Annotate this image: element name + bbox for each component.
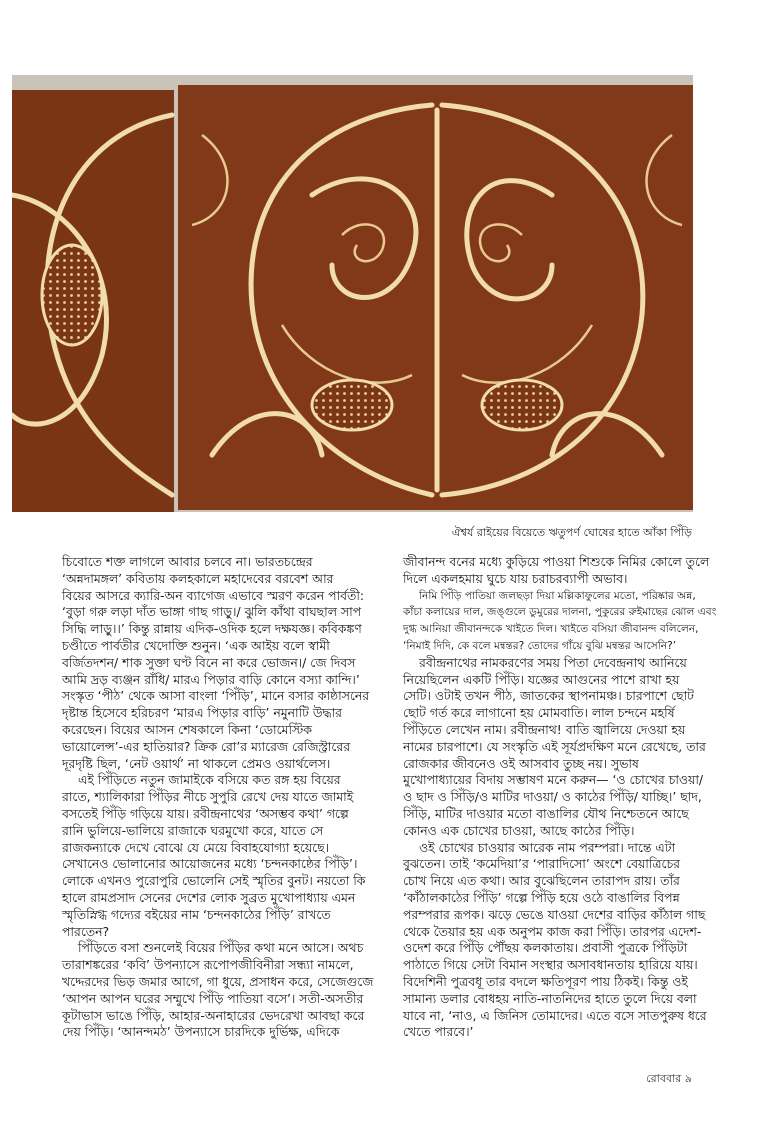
text-line: রোজকার জীবনেও ওই আসবাব তুচ্ছ নয়। সুভাষ: [403, 755, 639, 771]
text-line: ‘কাঁঠালকাঠের পিঁড়ি’ গল্পে পিঁড়ি হয়ে ওঠে বাঙালির বিপন্ন: [403, 889, 680, 905]
text-line: ‘আপন আপন ঘরের সম্মুখে পিঁড়ি পাতিয়া বসে’। সতী-অসতীর: [62, 990, 364, 1006]
quote-line: দুগ্ধ আনিয়া জীবানন্দকে খাইতে দিল। খাইতে বসিয়া জীবানন্দ বলিলেন,: [403, 623, 699, 636]
text-line: পাঠাতে গিয়ে সেটা বিমান সংস্থার অসাবধানতায় হারিয়ে যায়।: [403, 957, 698, 973]
text-line: ‘বুড়া গরু লড়া দাঁত ভাঙ্গা গাছ গাড়ু।/ ঝুলি কাঁথা বাঘছাল সাপ: [62, 604, 362, 620]
text-line: স্মৃতিস্নিগ্ধ গদ্যের বইয়ের নাম ‘চন্দনকাঠের পিঁড়ি’ রাখতে: [62, 906, 331, 922]
text-line: যাবে না, ‘নাও, এ জিনিস তোমাদের। এতে বসে সাতপুরুষ ধরে: [403, 1007, 707, 1023]
text-line: কূটাভাস ভাঙে পিঁড়ি, আহার-অনাহারের ভেদরেখা আবছা করে: [62, 1007, 365, 1023]
text-line: পরম্পরার রূপক। ঝড়ে ভেঙে যাওয়া দেশের বাড়ির কাঁঠাল গাছ: [403, 906, 706, 922]
quote-line: নিমি পিঁড়ি পাতিয়া জলছড়া দিয়া মল্লিকাফুলের মতো, পরিষ্কার অন্ন,: [419, 589, 696, 602]
text-line: রানি ভুলিয়ে-ভালিয়ে রাজাকে ঘরমুখো করে, যাতে সে: [62, 822, 324, 838]
text-line: সেখানেও ভোলানোর আয়োজনের মধ্যে ‘চন্দনকাষ্ঠের পিঁড়ি’।: [62, 856, 358, 872]
text-line: বসতেই পিঁড়ি গড়িয়ে যায়। রবীন্দ্রনাথের ‘অসম্ভব কথা’ গল্পে: [62, 805, 349, 821]
text-line: মুখোপাধ্যায়ের বিদায় সম্ভাষণ মনে করুন— ‘ও চোখের চাওয়া/: [403, 772, 704, 788]
quote-line: ‘নিমাই দিদি, কে বলে মন্বন্তর? তোদের গাঁয়ে বুঝি মন্বন্তর আসেনি?’: [403, 639, 677, 652]
text-line: রাতে, শ্যালিকারা পিঁড়ির নীচে সুপুরি রেখে দেয় যাতে জামাই: [62, 789, 354, 805]
text-line: কোনও এক চোখের চাওয়া, আছে কাঠের পিঁড়ি।: [403, 822, 635, 838]
text-line: চোখ নিয়ে এত কথা। আর বুঝেছিলেন তারাপদ রায়। তাঁর: [403, 873, 680, 889]
text-line: ভায়োলেন্স’-এর হাতিয়ার? ক্রিক রো’র ম্যারেজ রেজিস্ট্রারের: [62, 738, 351, 754]
text-line: সেটি। ওটাই তখন পীঠ, জাতকের স্থাপনামঞ্চ। চারপাশে ছোট: [403, 688, 694, 704]
text-line: পিঁড়িতে লেখেন নাম। রবীন্দ্রনাথ! বাতি জ্বালিয়ে দেওয়া হয়: [403, 721, 686, 737]
text-line: চিবোতে শক্ত লাগলে আবার চলবে না। ভারতচন্দ্রের: [62, 554, 313, 569]
text-line: খেতে পারবে।’: [403, 1024, 474, 1040]
text-line: খদ্দেরদের ভিড় জমার আগে, গা ধুয়ে, প্রসাধন করে, সেজেগুজে: [62, 973, 374, 989]
text-line: বুঝতেন। তাই ‘কমেদিয়া’র ‘পারাদিসো’ অংশে বেয়াত্রিচের: [403, 856, 680, 872]
text-line: নিয়েছিলেন একটি পিঁড়ি। যজ্ঞের আগুনের পাশে রাখা হয়: [403, 671, 680, 687]
quote-line: কাঁচা কলায়ের দাল, জঙ্গুলে ডুমুরের দালনা, পুকুরের রুইমাছের ঝোল এবং: [403, 606, 717, 619]
text-line: রবীন্দ্রনাথের নামকরণের সময় পিতা দেবেন্দ্রনাথ আনিয়ে: [419, 654, 687, 670]
text-line: ও ছাদ ও সিঁড়ি/ও মাটির দাওয়া/ ও কাঠের পিঁড়ি/ যাচ্ছি।’ ছাদ,: [403, 789, 702, 805]
page-footer: রোববার ৯: [646, 1072, 692, 1085]
text-line: সিদ্ধি লাড়ু।।’ কিন্তু রান্নায় এদিক-ওদিক হলে দক্ষযজ্ঞ। কবিকঙ্কণ: [62, 621, 362, 637]
text-line: বিয়ের আসরে ক্যারি-অন ব্যাগেজ এভাবে স্মরণ করেন পার্বতী:: [62, 587, 365, 603]
text-line: আমি দ্রড় ব্যঞ্জন রাঁধি/ মারএ পিড়ার বাড়ি কোনে বস্যা কান্দি।’: [62, 671, 360, 687]
article-column-left: [62, 554, 374, 1041]
text-line: চণ্ডীতে পার্বতীর খেদোক্তি শুনুন। ‘এক আইয় বলে স্বামী: [62, 637, 330, 653]
text-line: সিঁড়ি, মাটির দাওয়ার মতো বাঙালির যৌথ নিশ্চেতনে আছে: [403, 805, 689, 821]
text-line: হালে রামপ্রসাদ সেনের দেশের লোক সুব্রত মুখোপাধ্যায় এমন: [62, 889, 356, 905]
article-column-right: [403, 554, 717, 1041]
text-line: দেয় পিঁড়ি। ‘আনন্দমঠ’ উপন্যাসে চারদিকে দুর্ভিক্ষ, এদিকে: [62, 1024, 340, 1040]
text-line: দৃষ্টান্ত হিসেবে হরিচরণ ‘মারএ পিড়ার বাড়ি’ নমুনাটি উদ্ধার: [62, 705, 342, 721]
text-line: রাজকন্যাকে দেখে বোঝে যে মেয়ে বিবাহযোগ্যা হয়েছে।: [62, 839, 330, 855]
text-line: জীবানন্দ বনের মধ্যে কুড়িয়ে পাওয়া শিশুকে নিমির কোলে তুলে: [403, 554, 710, 569]
text-line: বর্জিতদশন/ শাক সুক্তা ঘণ্ট বিনে না করে ভোজন।/ জে দিবস: [62, 654, 356, 670]
text-line: দূরদৃষ্টি ছিল, ‘নেট ওয়ার্থ’ না থাকলে প্রেমও ওয়ার্থলেস।: [62, 755, 331, 771]
text-line: পিঁড়িতে বসা শুনলেই বিয়ের পিঁড়ির কথা মনে আসে। অথচ: [78, 940, 364, 956]
text-line: বিদেশিনী পুত্রবধূ তার বদলে ক্ষতিপূরণ পায় ঠিকই। কিন্তু ওই: [403, 973, 688, 989]
text-line: ছোট গর্ত করে লাগানো হয় মোমবাতি। লাল চন্দনে মহর্ষি: [403, 705, 675, 721]
text-line: নামের চারপাশে। যে সংস্কৃতি এই সূর্যপ্রদক্ষিণ মনে রেখেছে, তার: [403, 738, 706, 754]
text-line: ‘অন্নদামঙ্গল’ কবিতায় কলহকালে মহাদেবের বরবেশ আর: [62, 570, 334, 586]
text-line: সামান্য ডলার বোধহয় নাতি-নাতনিদের হাতে তুলে দিয়ে বলা: [403, 990, 697, 1006]
text-line: করেছেন। বিয়ের আসন শেষকালে কিনা ‘ডোমেস্টিক: [62, 721, 312, 737]
text-line: তারাশঙ্করের ‘কবি’ উপন্যাসে রূপোপজীবিনীরা সন্ধ্যা নামলে,: [62, 957, 354, 973]
text-line: এই পিঁড়িতে নতুন জামাইকে বসিয়ে কত রঙ্গ হয় বিয়ের: [78, 772, 341, 788]
photo-caption: ঐশ্বর্য রাইয়ের বিয়েতে ঋতুপর্ণ ঘোষের হাতে আঁকা পিঁড়ি: [451, 526, 692, 539]
painted-pinri-photo: [12, 75, 693, 512]
text-line: সংস্কৃত ‘পীঠ’ থেকে আসা বাংলা ‘পিঁড়ি’, মানে বসার কাষ্ঠাসনের: [62, 688, 370, 704]
text-line: পারতেন?: [62, 923, 110, 939]
text-line: থেকে তৈয়ার হয় এক অনুপম কাজ করা পিঁড়ি। তারপর এদেশ-: [403, 923, 702, 939]
text-line: দিলে একলহমায় ঘুচে যায় চরাচরব্যাপী অভাব।: [403, 570, 628, 586]
text-line: ওদেশ করে পিঁড়ি পৌঁছয় কলকাতায়। প্রবাসী পুত্রকে পিঁড়িটা: [403, 940, 688, 956]
text-line: লোকে এখনও পুরোপুরি ভোলেনি সেই স্মৃতির বুনট। নয়তো কি: [62, 873, 366, 889]
text-line: ওই চোখের চাওয়ার আরেক নাম পরম্পরা। দান্তে এটা: [419, 839, 676, 855]
